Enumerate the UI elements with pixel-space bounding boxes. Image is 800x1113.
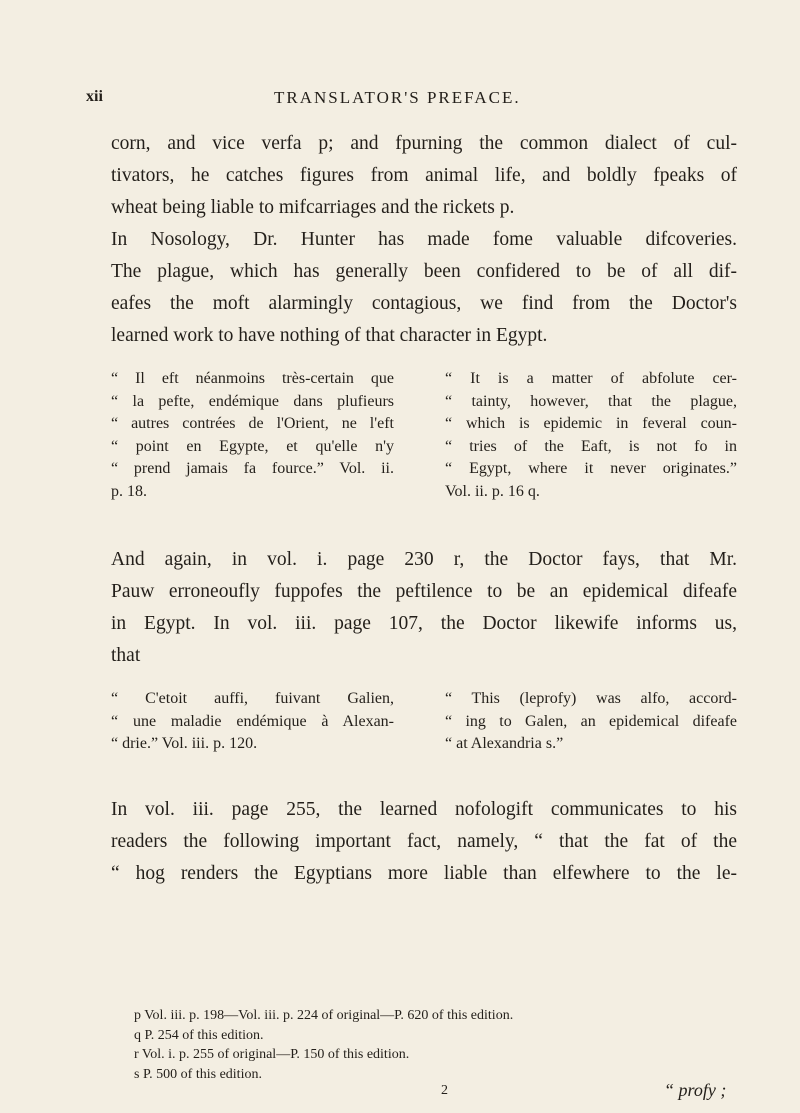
quote-line: “ point en Egypte, et qu'elle n'y (111, 437, 394, 455)
paragraph-4 (111, 794, 737, 890)
text-line: The plague, which has generally been confidered to be of all dif- (111, 261, 737, 282)
text-line: wheat being liable to mifcarriages and the rickets p. (111, 197, 515, 218)
quote-line: p. 18. (111, 482, 147, 500)
quote-line: “ prend jamais fa fource.” Vol. ii. (111, 460, 394, 477)
text-line: Pauw erroneoufly fuppofes the peftilence to be an epidemical difeafe (111, 581, 737, 602)
text-line: In vol. iii. page 255, the learned nofologift communicates to his (111, 799, 737, 820)
footnote: q P. 254 of this edition. (134, 1027, 264, 1043)
text-line: readers the following important fact, namely, “ that the fat of the (111, 831, 737, 852)
quote-line: “ which is epidemic in feveral coun- (445, 415, 737, 432)
text-line: learned work to have nothing of that character in Egypt. (111, 325, 548, 346)
quote-line: “ tries of the Eaft, is not fo in (445, 437, 737, 455)
quote-line: Vol. ii. p. 16 q. (445, 482, 540, 500)
running-title: TRANSLATOR'S PREFACE. (274, 88, 521, 107)
footnotes (134, 1006, 734, 1084)
quote-line: “ tainty, however, that the plague, (445, 392, 737, 410)
paragraph-3 (111, 544, 737, 672)
footnote: r Vol. i. p. 255 of original—P. 150 of this edition. (134, 1047, 410, 1062)
quote-line: “ une maladie endémique à Alexan- (111, 712, 394, 730)
quote-line: “ It is a matter of abfolute cer- (445, 370, 737, 387)
catchword: “ profy ; (664, 1080, 727, 1100)
quote-line: “ la pefte, endémique dans plufieurs (111, 392, 394, 410)
quote-english-column (445, 688, 737, 756)
footnote: s P. 500 of this edition. (134, 1066, 262, 1082)
quote-english-column (445, 368, 737, 503)
quote-line: “ C'etoit auffi, fuivant Galien, (111, 690, 394, 707)
quote-french-column (111, 688, 394, 756)
signature-mark: 2 (441, 1083, 448, 1098)
page-number: xii (86, 88, 103, 105)
text-line: in Egypt. In vol. iii. page 107, the Doctor likewife informs us, (111, 613, 737, 634)
text-line: corn, and vice verfa p; and fpurning the common dialect of cul- (111, 133, 737, 154)
quote-line: “ drie.” Vol. iii. p. 120. (111, 735, 258, 752)
quote-line: “ at Alexandria s.” (445, 735, 564, 752)
page-header (86, 88, 746, 110)
footnote: p Vol. iii. p. 198—Vol. iii. p. 224 of original—P. 620 of this edition. (134, 1008, 514, 1023)
text-line: “ hog renders the Egyptians more liable than elfewhere to the le- (111, 863, 737, 884)
quote-line: “ autres contrées de l'Orient, ne l'eft (111, 415, 394, 432)
text-line: And again, in vol. i. page 230 r, the Doctor fays, that Mr. (111, 549, 737, 570)
quote-line: “ This (leprofy) was alfo, accord- (445, 690, 737, 707)
text-line: tivators, he catches figures from animal life, and boldly fpeaks of (111, 165, 737, 186)
quote-line: “ ing to Galen, an epidemical difeafe (445, 712, 737, 730)
text-line: In Nosology, Dr. Hunter has made fome valuable difcoveries. (111, 229, 737, 250)
paragraph-1 (111, 128, 737, 352)
quote-line: “ Il eft néanmoins très-certain que (111, 370, 394, 387)
text-line: that (111, 645, 141, 666)
quote-french-column (111, 368, 394, 503)
quote-line: “ Egypt, where it never originates.” (445, 460, 737, 477)
text-line: eafes the moft alarmingly contagious, we find from the Doctor's (111, 293, 737, 314)
